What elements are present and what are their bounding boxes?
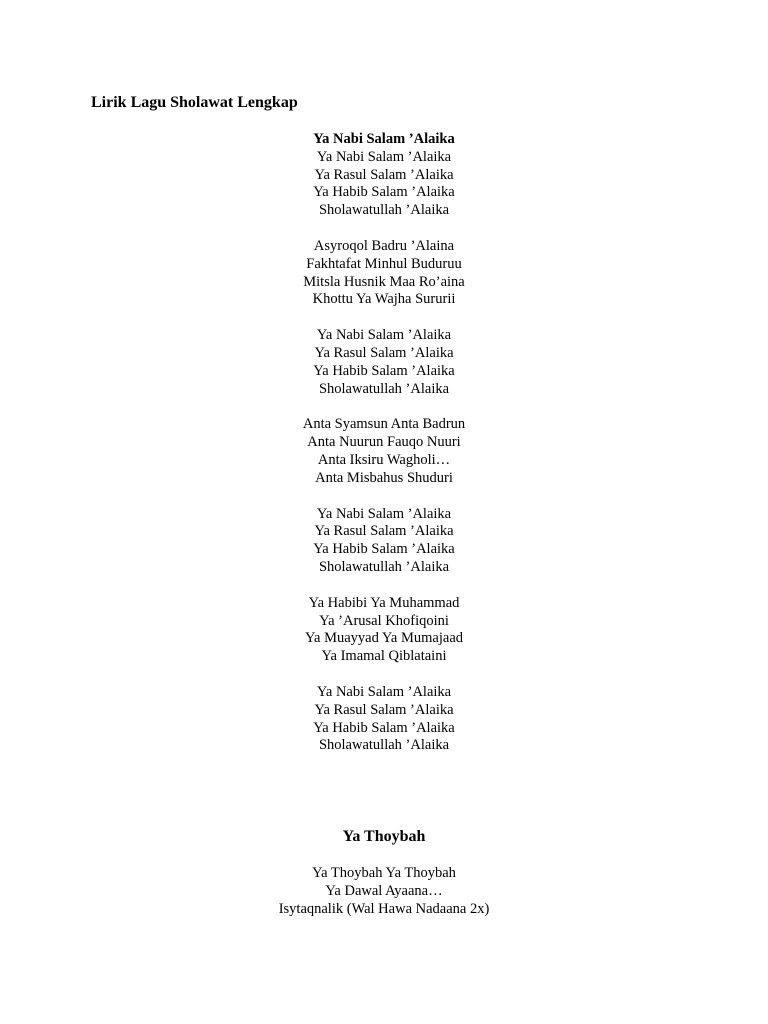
lyric-line: Ya Muayyad Ya Mumajaad (304, 630, 464, 647)
lyric-line: Ya Thoybah Ya Thoybah (312, 865, 456, 881)
lyric-line: Ya Habib Salam ’Alaika (313, 719, 455, 736)
song-ya-nabi-salam (0, 131, 768, 773)
lyric-line: Mitsla Husnik Maa Ro’aina (303, 273, 465, 290)
lyric-line: Isytaqnalik (Wal Hawa Nadaana 2x) (278, 900, 490, 917)
lyric-line: Ya Dawal Ayaana… (325, 882, 443, 899)
song-title-ya-thoybah: Ya Thoybah (342, 828, 426, 845)
lyric-line: Ya Rasul Salam ’Alaika (314, 344, 454, 361)
lyric-line: Ya Imamal Qiblataini (321, 648, 447, 665)
lyric-line: Sholawatullah ’Alaika (318, 202, 450, 219)
lyric-line: Anta Iksiru Wagholi… (317, 451, 451, 468)
stanza (0, 416, 768, 487)
lyric-line: Ya Rasul Salam ’Alaika (314, 166, 454, 183)
lyric-line: Ya Nabi Salam ’Alaika (316, 148, 452, 165)
lyric-line: Sholawatullah ’Alaika (318, 380, 450, 397)
song-ya-thoybah (0, 865, 768, 918)
lyric-line: Ya Rasul Salam ’Alaika (314, 523, 454, 540)
lyric-line: Ya Nabi Salam ’Alaika (316, 683, 452, 700)
lyric-line: Ya Habib Salam ’Alaika (313, 541, 455, 558)
stanza (0, 595, 768, 666)
lyric-line: Ya Habib Salam ’Alaika (313, 362, 455, 379)
lyric-line: Khottu Ya Wajha Sururii (312, 291, 456, 308)
stanza (0, 149, 768, 220)
lyric-line: Asyroqol Badru ’Alaina (313, 237, 455, 254)
lyric-line: Ya Rasul Salam ’Alaika (314, 701, 454, 718)
song-title: Ya Nabi Salam ’Alaika (313, 131, 455, 147)
lyric-line: Anta Nuurun Fauqo Nuuri (307, 434, 461, 451)
page-title: Lirik Lagu Sholawat Lengkap (91, 94, 298, 111)
stanza (0, 327, 768, 398)
lyric-line: Sholawatullah ’Alaika (318, 737, 450, 754)
lyric-line: Ya Habib Salam ’Alaika (313, 184, 455, 201)
lyric-line: Ya Nabi Salam ’Alaika (316, 505, 452, 522)
lyric-line: Sholawatullah ’Alaika (318, 558, 450, 575)
stanza (0, 684, 768, 755)
lyric-line: Anta Syamsun Anta Badrun (302, 416, 466, 433)
lyric-line: Fakhtafat Minhul Buduruu (306, 255, 462, 272)
lyric-line: Ya Habibi Ya Muhammad (308, 594, 460, 611)
lyric-line: Ya ’Arusal Khofiqoini (319, 612, 449, 629)
stanza (0, 506, 768, 577)
stanza (0, 238, 768, 309)
lyric-line: Ya Nabi Salam ’Alaika (316, 327, 452, 344)
lyric-line: Anta Misbahus Shuduri (315, 469, 453, 486)
